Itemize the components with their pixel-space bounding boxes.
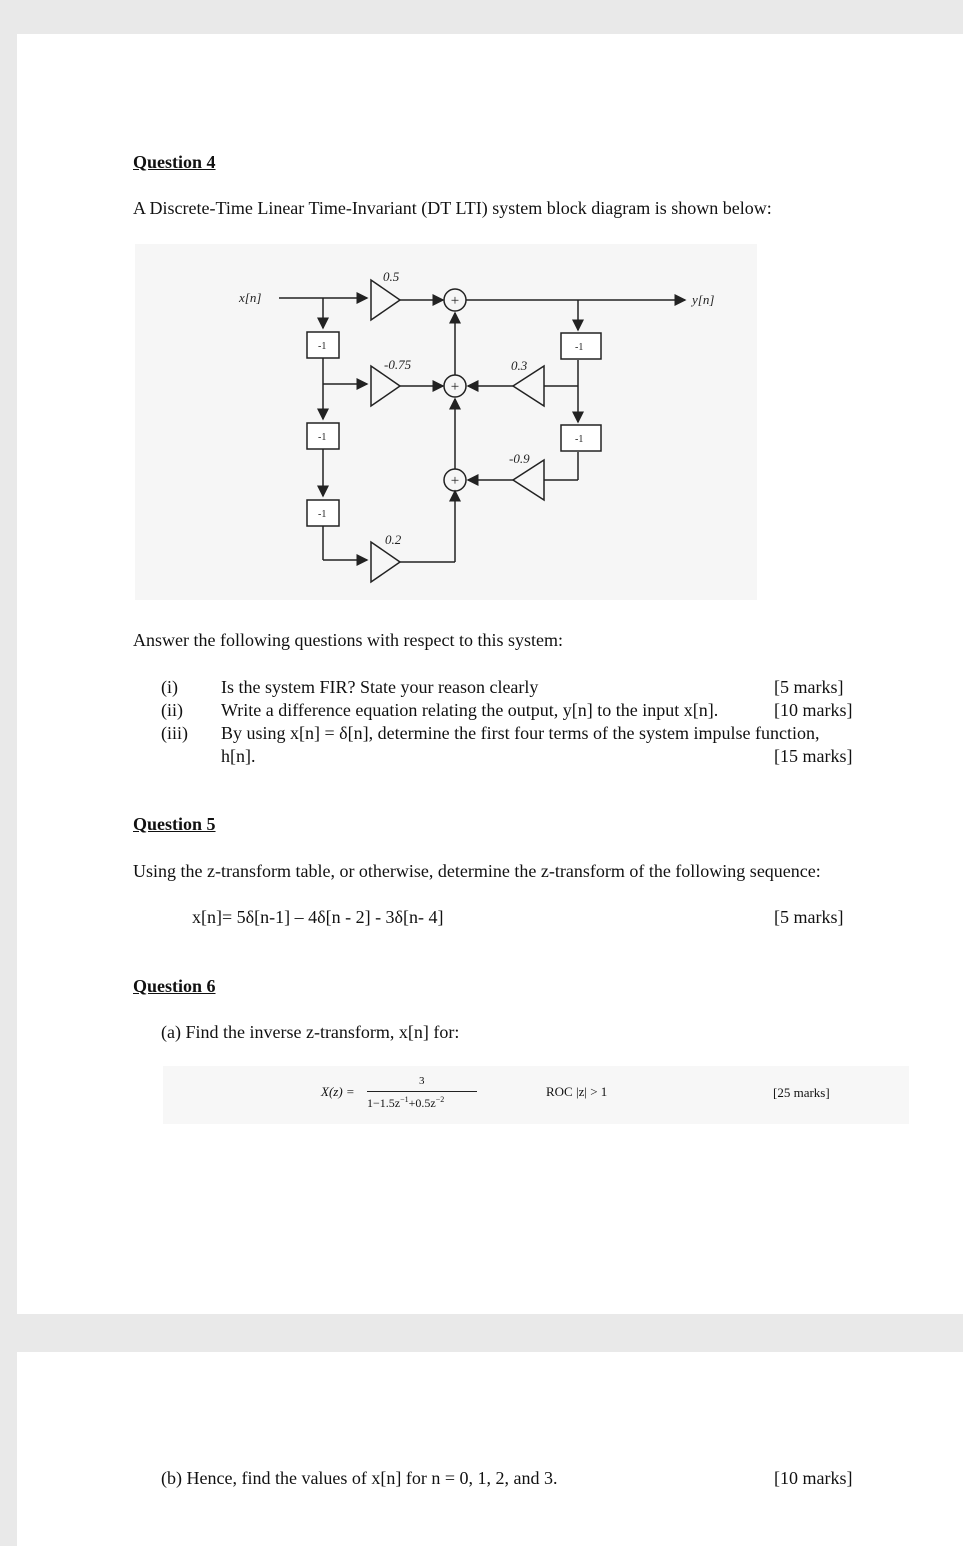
item-marks: [10 marks] (774, 700, 853, 720)
denominator-exponent-1: −1 (400, 1095, 409, 1104)
gain-label-b1: -0.75 (384, 357, 412, 372)
denominator-term-1: 1−1.5z (367, 1096, 401, 1110)
adder-symbol-2: + (450, 379, 460, 395)
input-label: x[n] (239, 290, 262, 305)
item-number: (i) (161, 677, 178, 697)
question-6-part-a: (a) Find the inverse z-transform, x[n] for: (161, 1022, 460, 1042)
gain-label-b0: 0.5 (383, 269, 400, 284)
document-page-2 (17, 1352, 963, 1546)
formula-denominator (367, 1095, 444, 1111)
delay-label-4: -1 (575, 342, 584, 353)
item-text-continued: h[n]. (221, 746, 256, 766)
denominator-exponent-2: −2 (435, 1095, 445, 1104)
question-5-marks: [5 marks] (774, 907, 844, 927)
formula-roc: ROC |z| > 1 (546, 1084, 608, 1099)
question-4-prompt: Answer the following questions with respect to this system: (133, 630, 563, 650)
question-5-intro: Using the z-transform table, or otherwise, determine the z-transform of the following sequence: (133, 861, 821, 881)
adder-symbol-3: + (450, 473, 460, 489)
item-text: Write a difference equation relating the output, y[n] to the input x[n]. (221, 700, 719, 720)
output-label: y[n] (692, 292, 715, 307)
delay-label-1: -1 (318, 341, 327, 352)
denominator-term-2: +0.5z (408, 1096, 436, 1110)
delay-label-5: -1 (575, 434, 584, 445)
item-text: Is the system FIR? State your reason clearly (221, 677, 539, 697)
question-5-heading: Question 5 (133, 814, 216, 834)
item-number: (ii) (161, 700, 183, 720)
question-6-heading: Question 6 (133, 976, 216, 996)
gain-label-a1: 0.3 (511, 358, 528, 373)
fraction-bar (367, 1091, 477, 1092)
adder-symbol-1: + (450, 293, 460, 309)
delay-label-3: -1 (318, 509, 327, 520)
gain-triangle-b0 (371, 280, 400, 320)
gain-triangle-b3 (371, 542, 400, 582)
formula-numerator: 3 (419, 1075, 425, 1087)
gain-label-a2: -0.9 (509, 451, 530, 466)
question-6-part-b-marks: [10 marks] (774, 1468, 853, 1488)
item-number: (iii) (161, 723, 188, 743)
delay-label-2: -1 (318, 432, 327, 443)
formula-marks: [25 marks] (773, 1085, 830, 1100)
question-4-intro: A Discrete-Time Linear Time-Invariant (DT LTI) system block diagram is shown below: (133, 198, 772, 218)
question-6-part-b: (b) Hence, find the values of x[n] for n = 0, 1, 2, and 3. (161, 1468, 558, 1488)
item-marks: [15 marks] (774, 746, 853, 766)
gain-triangle-a2 (513, 460, 544, 500)
question-4-heading: Question 4 (133, 152, 216, 172)
item-marks: [5 marks] (774, 677, 844, 697)
item-text: By using x[n] = δ[n], determine the first four terms of the system impulse function, (221, 723, 820, 743)
gain-triangle-b1 (371, 366, 400, 406)
document-page-1 (17, 34, 963, 1314)
gain-label-b3: 0.2 (385, 532, 402, 547)
question-5-equation: x[n]= 5δ[n-1] – 4δ[n - 2] - 3δ[n- 4] (192, 907, 444, 927)
block-diagram (17, 34, 963, 634)
formula-lhs: X(z) = (321, 1084, 355, 1099)
